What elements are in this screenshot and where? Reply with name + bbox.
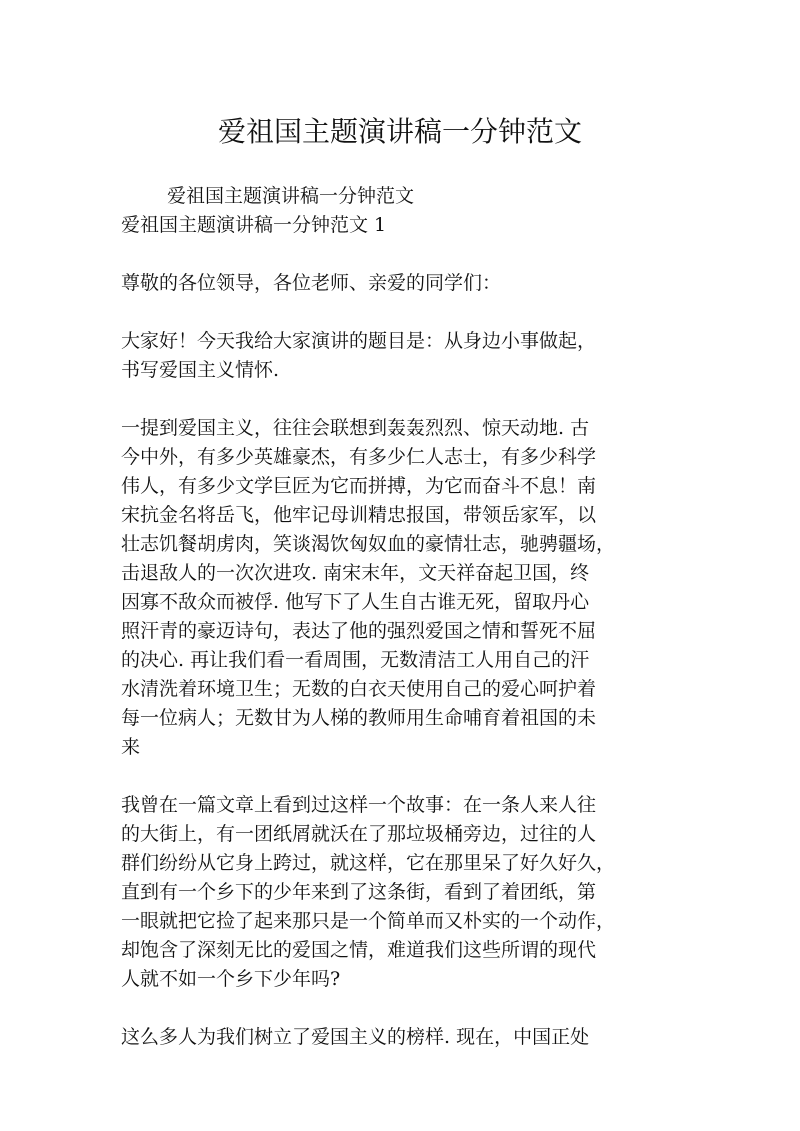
text-line: 宋抗金名将岳飞，他牢记母训精忠报国，带领岳家军，以 (121, 504, 597, 526)
greeting-line: 尊敬的各位领导，各位老师、亲爱的同学们： (121, 272, 502, 294)
document-body (121, 182, 687, 1052)
text-line: 来 (121, 736, 141, 758)
paragraph-3 (121, 791, 687, 994)
text-line: 人就不如一个乡下少年吗? (121, 968, 341, 990)
paragraph-gap (121, 240, 687, 269)
text-line: 今中外，有多少英雄豪杰，有多少仁人志士，有多少科学 (121, 446, 597, 468)
section-title: 爱祖国主题演讲稿一分钟范文 1 (121, 214, 387, 236)
text-line: 书写爱国主义情怀. (121, 359, 280, 381)
text-line: 伟人，有多少文学巨匠为它而拼搏，为它而奋斗不息！南 (121, 475, 597, 497)
text-line: 我曾在一篇文章上看到过这样一个故事：在一条人来人往 (121, 794, 597, 816)
text-line: 的决心. 再让我们看一看周围，无数清洁工人用自己的汗 (121, 649, 590, 671)
paragraph-gap (121, 385, 687, 414)
text-line: 一提到爱国主义，往往会联想到轰轰烈烈、惊天动地. 古 (121, 417, 590, 439)
paragraph-4 (121, 1023, 687, 1052)
paragraph-gap (121, 298, 687, 327)
text-line: 击退敌人的一次次进攻. 南宋末年，文天祥奋起卫国，终 (121, 562, 590, 584)
text-line: 照汗青的豪迈诗句，表达了他的强烈爱国之情和誓死不屈 (121, 620, 597, 642)
text-line: 每一位病人；无数甘为人梯的教师用生命哺育着祖国的未 (121, 707, 597, 729)
text-line: 群们纷纷从它身上跨过，就这样，它在那里呆了好久好久， (121, 852, 616, 874)
text-line: 却饱含了深刻无比的爱国之情，难道我们这些所谓的现代 (121, 939, 597, 961)
text-line: 的大街上，有一团纸屑就沃在了那垃圾桶旁边，过往的人 (121, 823, 597, 845)
text-line: 直到有一个乡下的少年来到了这条街，看到了着团纸，第 (121, 881, 597, 903)
text-line: 因寡不敌众而被俘. 他写下了人生自古谁无死，留取丹心 (121, 591, 590, 613)
text-line: 壮志饥餐胡虏肉，笑谈渴饮匈奴血的豪情壮志，驰骋疆场， (121, 533, 616, 555)
paragraph-2 (121, 414, 687, 762)
paragraph-1 (121, 327, 687, 385)
document-title: 爱祖国主题演讲稿一分钟范文 (217, 115, 582, 148)
text-line: 水清洗着环境卫生；无数的白衣天使用自己的爱心呵护着 (121, 678, 597, 700)
text-line: 一眼就把它捡了起来那只是一个简单而又朴实的一个动作， (121, 910, 616, 932)
paragraph-gap (121, 762, 687, 791)
paragraph-gap (121, 994, 687, 1023)
document-subtitle: 爱祖国主题演讲稿一分钟范文 (167, 185, 415, 207)
text-line: 大家好！今天我给大家演讲的题目是：从身边小事做起， (121, 330, 597, 352)
text-line: 这么多人为我们树立了爱国主义的榜样. 现在，中国正处 (121, 1026, 590, 1048)
